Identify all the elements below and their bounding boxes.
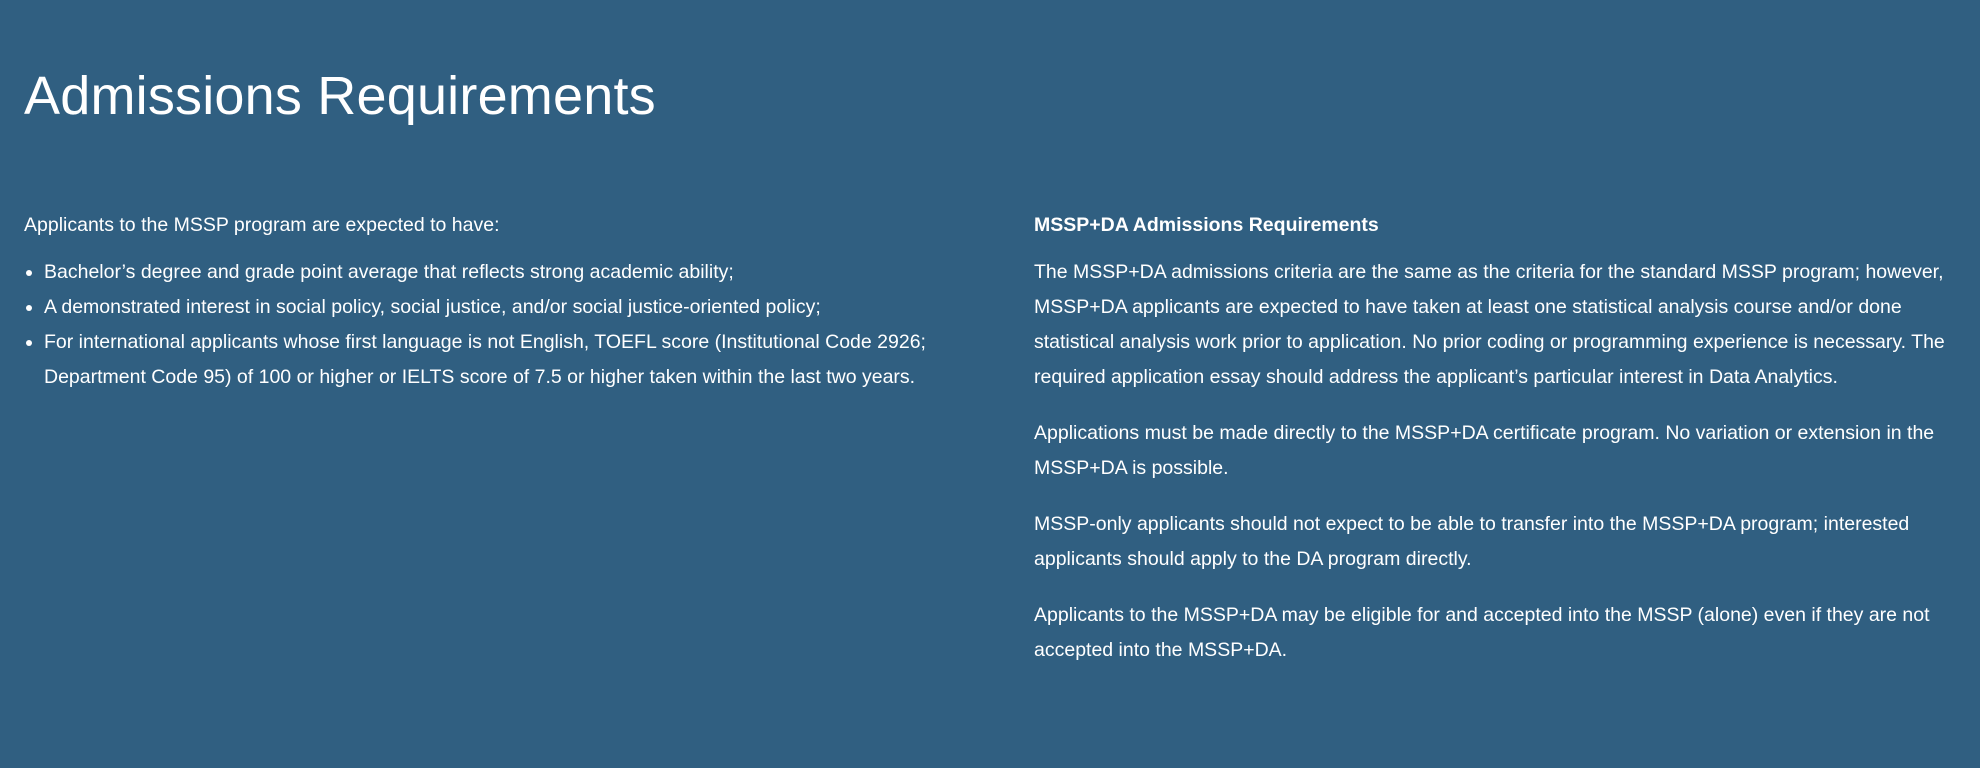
mssp-da-requirements-section	[1034, 208, 1964, 689]
page-title: Admissions Requirements	[24, 66, 656, 126]
list-item: • A demonstrated interest in social policy, social justice, and/or social justice-oriented policy;	[44, 290, 974, 325]
paragraph: MSSP-only applicants should not expect to be able to transfer into the MSSP+DA program; interested applicants should apply to the DA program directly.	[1034, 513, 1910, 570]
section-heading: MSSP+DA Admissions Requirements	[1034, 214, 1379, 236]
requirements-list	[24, 255, 974, 395]
requirements-intro: Applicants to the MSSP program are expected to have:	[24, 214, 500, 236]
paragraph: The MSSP+DA admissions criteria are the same as the criteria for the standard MSSP program; however, MSSP+DA applicants are expected to have taken at least one statistical analysis course and/or done statistical analysis work prior to application. No prior coding or programming experience is necessary. The required application essay should address the applicant’s particular interest in Data Analytics.	[1034, 261, 1945, 388]
list-item: • For international applicants whose first language is not English, TOEFL score (Institutional Code 2926; Department Code 95) of 100 or higher or IELTS score of 7.5 or higher taken within the last two years.	[44, 325, 974, 395]
paragraph: Applications must be made directly to the MSSP+DA certificate program. No variation or extension in the MSSP+DA is possible.	[1034, 422, 1935, 479]
mssp-requirements-section	[24, 208, 974, 395]
list-item: • Bachelor’s degree and grade point average that reflects strong academic ability;	[44, 255, 974, 290]
paragraph: Applicants to the MSSP+DA may be eligible for and accepted into the MSSP (alone) even if they are not accepted into the MSSP+DA.	[1034, 604, 1930, 661]
